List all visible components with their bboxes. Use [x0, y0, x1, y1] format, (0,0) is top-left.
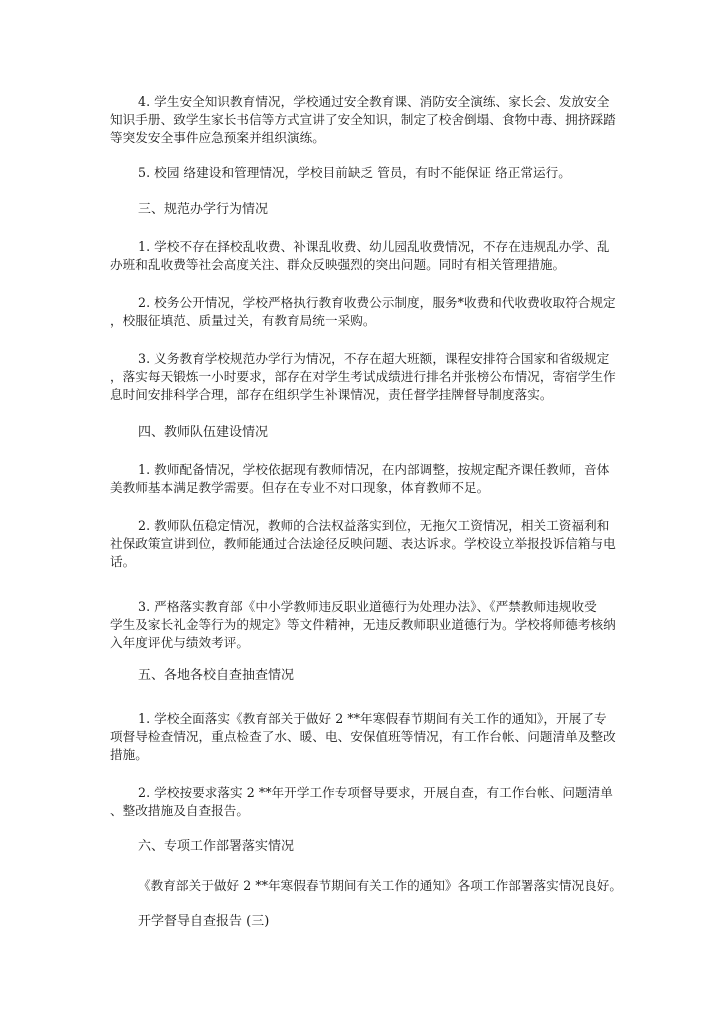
paragraph-line: 1. 教师配备情况，学校依据现有教师情况，在内部调整，按规定配齐课任教师，音体	[138, 462, 610, 477]
paragraph-line: 入年度评优与绩效考评。	[110, 635, 250, 650]
paragraph-line: 项督导检查情况，重点检查了水、暖、电、安保值班等情况，有工作台帐、问题清单及整改	[110, 729, 616, 744]
paragraph-line: 息时间安排科学合理，部存在组织学生补课情况，责任督学挂牌督导制度落实。	[110, 387, 553, 402]
paragraph-line: 5. 校园 络建设和管理情况，学校目前缺乏 管员，有时不能保证 络正常运行。	[138, 165, 571, 180]
report-title: 开学督导自查报告 (三)	[138, 914, 270, 929]
paragraph-line: 社保政策宣讲到位，教师能通过合法途径反映问题、表达诉求。学校设立举报投诉信箱与电	[110, 536, 616, 551]
paragraph-line: 学生及家长礼金等行为的规定》等文件精神，无违反教师职业道德行为。学校将师德考核纳	[110, 617, 616, 632]
paragraph-line: 美教师基本满足教学需要。但存在专业不对口现象，体育教师不足。	[110, 480, 490, 495]
section-heading: 六、专项工作部署落实情况	[138, 839, 295, 854]
paragraph-line: 措施。	[110, 747, 148, 762]
paragraph-line: 3. 义务教育学校规范办学行为情况，不存在超大班额，课程安排符合国家和省级规定	[138, 351, 610, 366]
paragraph-line: 办班和乱收费等社会高度关注、群众反映强烈的突出问题。同时有相关管理措施。	[110, 257, 566, 272]
paragraph-line: ，校服征填范、质量过关，有教育局统一采购。	[110, 313, 376, 328]
section-heading: 三、规范办学行为情况	[138, 202, 269, 217]
paragraph-line: 、整改措施及自查报告。	[110, 803, 250, 818]
paragraph-line: 1. 学校不存在择校乱收费、补课乱收费、幼儿园乱收费情况，不存在违规乱办学、乱	[138, 239, 610, 254]
paragraph-line: 4. 学生安全知识教育情况，学校通过安全教育课、消防安全演练、家长会、发放安全	[138, 94, 610, 109]
paragraph-line: 等突发安全事件应急预案并组织演练。	[110, 130, 325, 145]
section-heading: 五、各地各校自查抽查情况	[138, 668, 295, 683]
paragraph-line: 知识手册、致学生家长书信等方式宣讲了安全知识，制定了校舍倒塌、食物中毒、拥挤踩踏	[110, 112, 616, 127]
paragraph-line: 2. 校务公开情况，学校严格执行教育收费公示制度，服务*收费和代收费收取符合规定	[138, 295, 616, 310]
paragraph-line: 《教育部关于做好 2 **年寒假春节期间有关工作的通知》各项工作部署落实情况良好。	[138, 878, 623, 893]
paragraph-line: 1. 学校全面落实《教育部关于做好 2 **年寒假春节期间有关工作的通知》，开展了专	[138, 711, 607, 726]
paragraph-line: ，落实每天锻炼一小时要求，部存在对学生考试成绩进行排名并张榜公布情况，寄宿学生作	[110, 369, 616, 384]
paragraph-line: 2. 学校按要求落实 2 **年开学工作专项督导要求，开展自查，有工作台帐、问题清单	[138, 785, 613, 800]
paragraph-line: 话。	[110, 554, 136, 569]
section-heading: 四、教师队伍建设情况	[138, 425, 269, 440]
paragraph-line: 2. 教师队伍稳定情况，教师的合法权益落实到位，无拖欠工资情况，相关工资福利和	[138, 518, 610, 533]
paragraph-line: 3. 严格落实教育部《中小学教师违反职业道德行为处理办法》、《严禁教师违规收受	[138, 599, 597, 614]
